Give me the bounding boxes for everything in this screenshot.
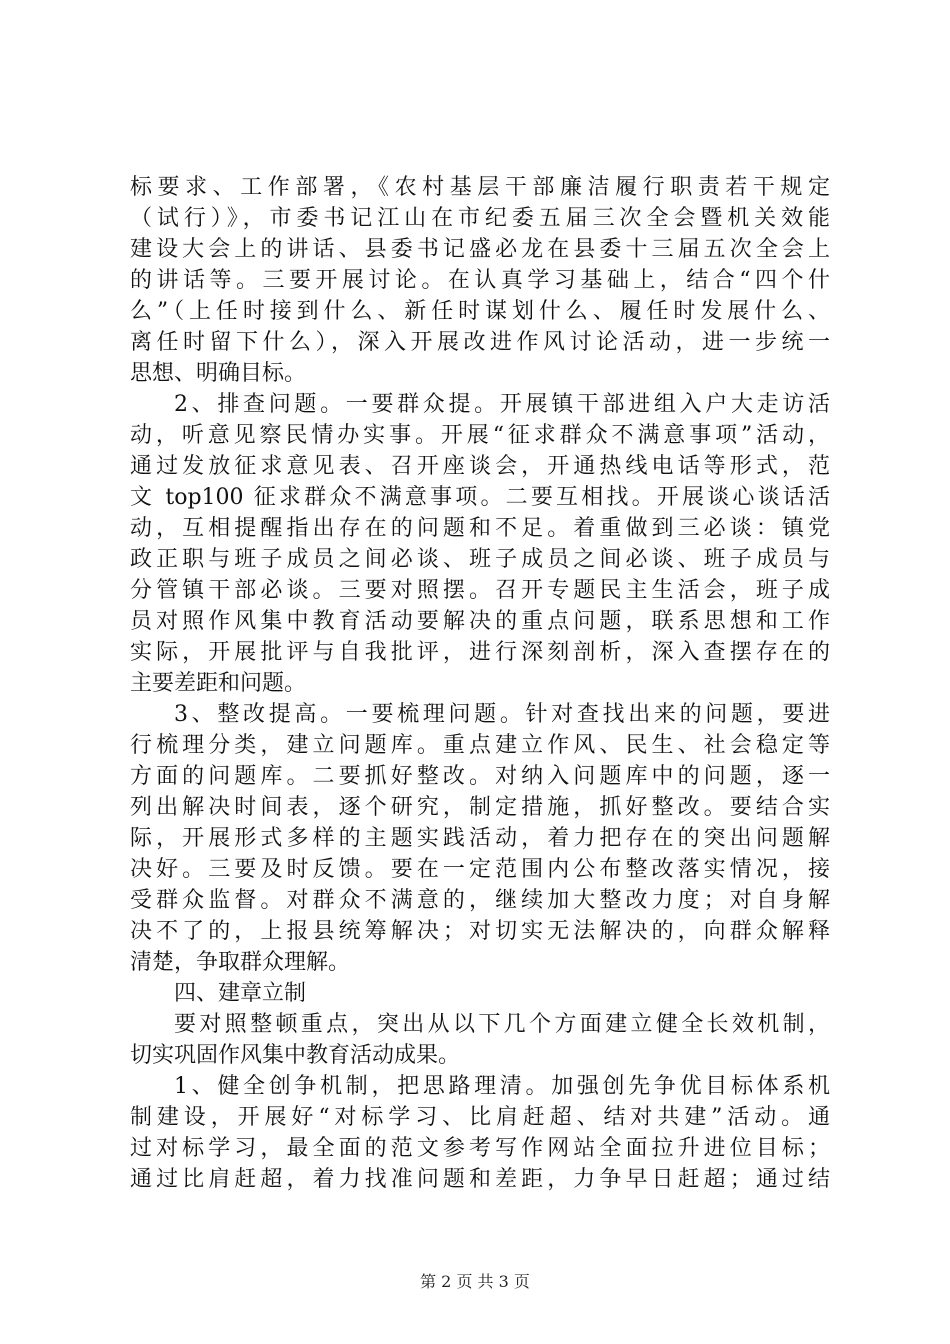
text-line: 受群众监督。对群众不满意的，继续加大整改力度；对自身解 [130, 888, 830, 913]
text-line: 过对标学习，最全面的范文参考写作网站全面拉升进位目标； [130, 1136, 830, 1161]
text-line: 政正职与班子成员之间必谈、班子成员之间必谈、班子成员与 [130, 547, 830, 572]
text-line: 际，开展形式多样的主题实践活动，着力把存在的突出问题解 [130, 826, 830, 851]
text-line: 制建设，开展好“对标学习、比肩赶超、结对共建”活动。通 [130, 1105, 830, 1130]
text-line: 动，互相提醒指出存在的问题和不足。着重做到三必谈：镇党 [130, 516, 830, 541]
text-line: 决不了的，上报县统筹解决；对切实无法解决的，向群众解释 [130, 919, 830, 944]
text-line: （试行）》，市委书记江山在市纪委五届三次全会暨机关效能 [130, 206, 830, 231]
text-line: 文 top100 征求群众不满意事项。二要互相找。开展谈心谈话活 [130, 485, 830, 510]
text-line: 决好。三要及时反馈。要在一定范围内公布整改落实情况，接 [130, 857, 830, 882]
text-line: 方面的问题库。二要抓好整改。对纳入问题库中的问题，逐一 [130, 764, 830, 789]
text-line: 清楚，争取群众理解。 [130, 950, 351, 975]
text-line: 么”（上任时接到什么、新任时谋划什么、履任时发展什么、 [130, 299, 830, 324]
document-body [130, 172, 830, 1195]
text-line: 通过比肩赶超，着力找准问题和差距，力争早日赶超；通过结 [130, 1167, 830, 1192]
text-line: 分管镇干部必谈。三要对照摆。召开专题民主生活会，班子成 [130, 578, 830, 603]
text-line: 主要差距和问题。 [130, 671, 307, 696]
text-line: 离任时留下什么），深入开展改进作风讨论活动，进一步统一 [130, 330, 830, 355]
paragraph-first-line: 1、健全创争机制，把思路理清。加强创先争优目标体系机 [174, 1074, 830, 1099]
text-line: 实际，开展批评与自我批评，进行深刻剖析，深入查摆存在的 [130, 640, 830, 665]
text-line: 列出解决时间表，逐个研究，制定措施，抓好整改。要结合实 [130, 795, 830, 820]
text-line: 动，听意见察民情办实事。开展“征求群众不满意事项”活动， [130, 423, 830, 448]
text-line: 切实巩固作风集中教育活动成果。 [130, 1043, 461, 1068]
text-line: 的讲话等。三要开展讨论。在认真学习基础上，结合“四个什 [130, 268, 830, 293]
paragraph-first-line: 要对照整顿重点，突出从以下几个方面建立健全长效机制， [174, 1012, 830, 1037]
text-line: 员对照作风集中教育活动要解决的重点问题，联系思想和工作 [130, 609, 830, 634]
page-number-footer: 第 2 页 共 3 页 [420, 1272, 530, 1291]
text-line: 通过发放征求意见表、召开座谈会，开通热线电话等形式，范 [130, 454, 830, 479]
section-heading: 四、建章立制 [174, 981, 307, 1006]
paragraph-first-line: 2、排查问题。一要群众提。开展镇干部进组入户大走访活 [174, 392, 830, 417]
text-line: 行梳理分类，建立问题库。重点建立作风、民生、社会稳定等 [130, 733, 830, 758]
text-line: 建设大会上的讲话、县委书记盛必龙在县委十三届五次全会上 [130, 237, 830, 262]
text-line: 标要求、工作部署，《农村基层干部廉洁履行职责若干规定 [130, 175, 830, 200]
text-line: 思想、明确目标。 [130, 361, 307, 386]
paragraph-first-line: 3、整改提高。一要梳理问题。针对查找出来的问题，要进 [174, 702, 830, 727]
